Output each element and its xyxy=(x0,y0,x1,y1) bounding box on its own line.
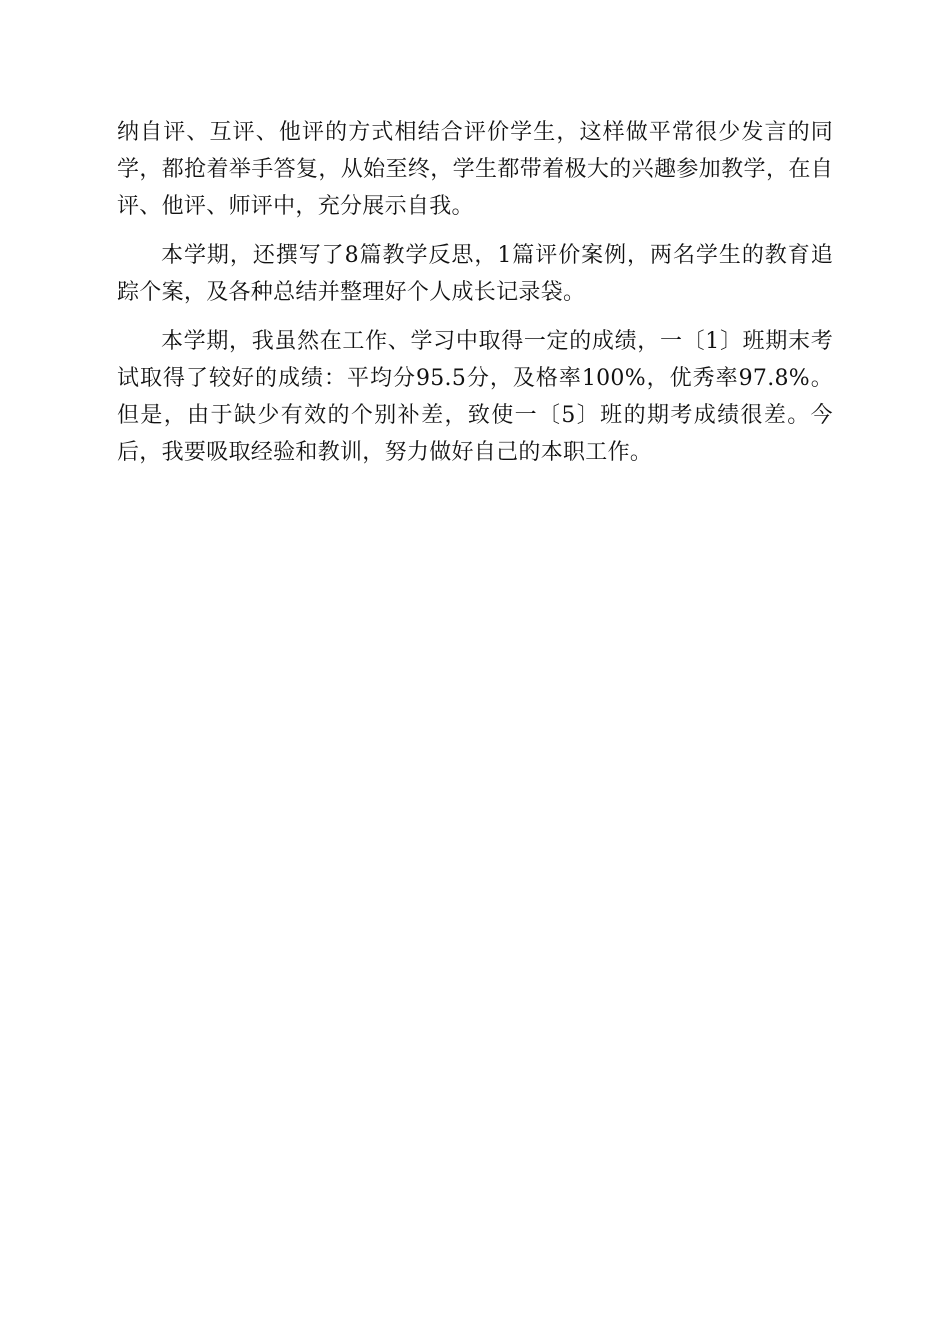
paragraph-1: 纳自评、互评、他评的方式相结合评价学生，这样做平常很少发言的同学，都抢着举手答复，从始至终，学生都带着极大的兴趣参加教学，在自评、他评、师评中，充分展示自我。 xyxy=(117,120,833,219)
paragraph-2: 本学期，还撰写了8篇教学反思，1篇评价案例，两名学生的教育追踪个案，及各种总结并整理好个人成长记录袋。 xyxy=(117,243,833,305)
document-body xyxy=(117,114,833,483)
paragraph-3: 本学期，我虽然在工作、学习中取得一定的成绩，一〔1〕班期末考试取得了较好的成绩：平均分95.5分，及格率100%，优秀率97.8%。但是，由于缺少有效的个别补差，致使一〔5〕班的期考成绩很差。今后，我要吸取经验和教训，努力做好自己的本职工作。 xyxy=(117,329,833,465)
